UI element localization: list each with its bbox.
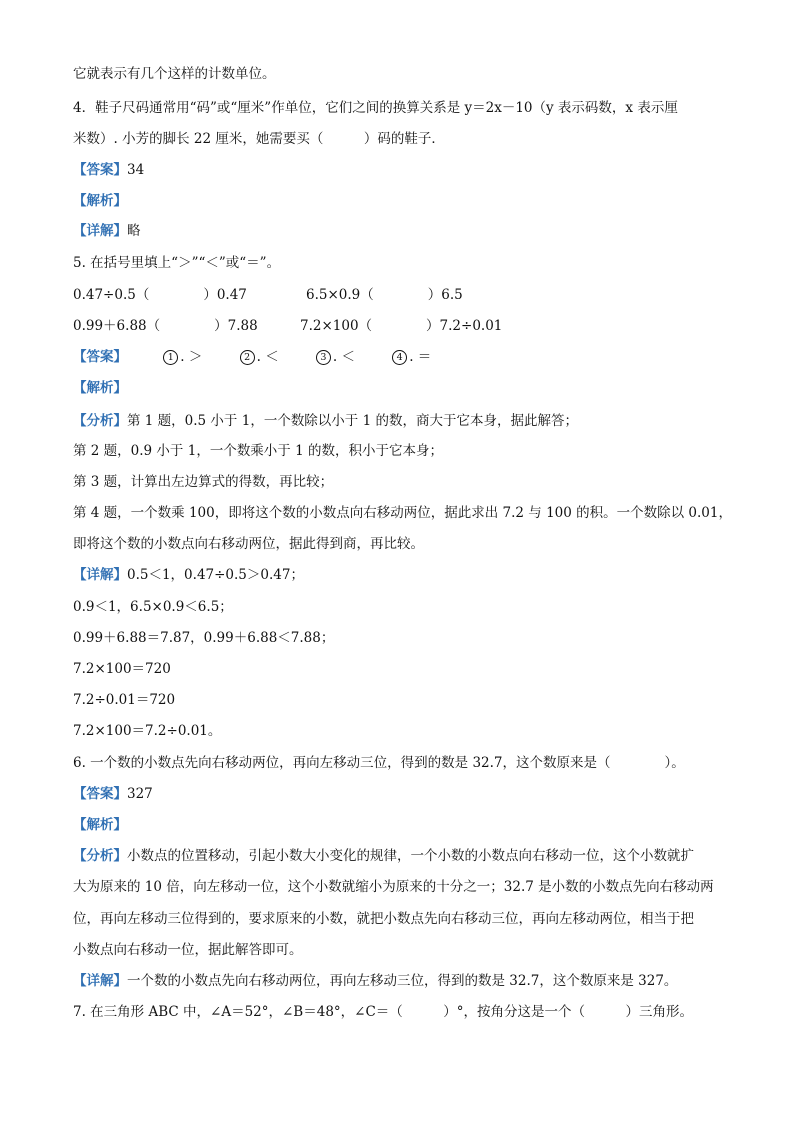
question-4-line-2: 米数）. 小芳的脚长 22 厘米，她需要买（ ）码的鞋子． [73,131,445,147]
answer-row [73,160,144,180]
answer-label: 【答案】 [73,786,127,802]
q5-expr-1: 0.47÷0.5（ ）0.47 [73,287,247,303]
q5-answer-2: 2 . ＜ [240,347,312,367]
question-7: 7. 在三角形 ABC 中，∠A＝52°，∠B＝48°，∠C＝（ ）°，按角分这是一个（ ）三角形。 [73,1004,694,1020]
detail-text: 略 [127,223,141,239]
q5-detail-4: 7.2×100＝720 [73,661,171,677]
detail-label: 【详解】 [73,567,127,583]
q6-detail: 【详解】一个数的小数点先向右移动两位，再向左移动三位，得到的数是 32.7，这个数原来是 327。 [73,973,678,989]
q5-analysis-4: 第 4 题，一个数乘 100，即将这个数的小数点向右移动两位，据此求出 7.2 与 100 的积。一个数除以 0.01， [73,505,732,521]
circled-number-3: 3 [316,350,331,365]
question-6: 6. 一个数的小数点先向右移动两位，再向左移动三位，得到的数是 32.7，这个数原来是（ ）。 [73,755,685,771]
q5-answer-row [73,347,464,367]
q5-row-1 [73,285,463,305]
q5-expr-3: 0.99＋6.88（ ）7.88 [73,318,258,334]
q5-analysis-5: 即将这个数的小数点向右移动两位，据此得到商，再比较。 [73,536,424,552]
q6-analysis-3: 位，再向左移动三位得到的，要求原来的小数，就把小数点先向右移动三位，再向左移动两位，相当于把 [73,911,694,927]
circled-number-1: 1 [163,350,178,365]
q6-analysis-1: 【分析】小数点的位置移动，引起小数大小变化的规律，一个小数的小数点向右移动一位，这个小数就扩 [73,848,694,864]
q5-expr-2: 6.5×0.9（ ）6.5 [306,287,463,303]
answer-label: 【答案】 [73,162,127,178]
question-4-line-1: 4．鞋子尺码通常用“码”或“厘米”作单位，它们之间的换算关系是 y＝2x－10（y 表示码数，x 表示厘 [73,100,678,116]
analysis-label: 【解析】 [73,817,127,833]
q5-detail-6: 7.2×100＝7.2÷0.01。 [73,723,222,739]
analysis-label: 【解析】 [73,380,127,396]
q6-analysis-2: 大为原来的 10 倍，向左移动一位，这个小数就缩小为原来的十分之一；32.7 是小数的小数点先向右移动两 [73,879,714,895]
q5-answer-1: 1 . ＞ [163,347,235,367]
q5-expr-4: 7.2×100（ ）7.2÷0.01 [300,318,503,334]
q5-detail-5: 7.2÷0.01＝720 [73,692,176,708]
q5-answer-4: 4 . ＝ [392,347,464,367]
detail-row [73,221,141,241]
answer-row [73,784,153,804]
q5-analysis-3: 第 3 题，计算出左边算式的得数，再比较； [73,474,334,490]
fenxi-label: 【分析】 [73,413,127,429]
q5-detail-1: 【详解】0.5＜1，0.47÷0.5＞0.47； [73,567,304,583]
q6-analysis-4: 小数点向右移动一位，据此解答即可。 [73,942,303,958]
detail-label: 【详解】 [73,223,127,239]
q5-detail-3: 0.99＋6.88＝7.87，0.99＋6.88＜7.88； [73,630,335,646]
circled-number-4: 4 [392,350,407,365]
text-line: 它就表示有几个这样的计数单位。 [73,66,276,82]
answer-value: 34 [127,162,145,178]
q5-answer-3: 3 . ＜ [316,347,388,367]
q5-analysis-1: 【分析】第 1 题，0.5 小于 1，一个数除以小于 1 的数，商大于它本身，据此解答； [73,413,578,429]
analysis-label: 【解析】 [73,193,127,209]
answer-label: 【答案】 [73,349,127,365]
detail-label: 【详解】 [73,973,127,989]
answer-value: 327 [127,786,153,802]
q5-row-2 [73,316,502,336]
q5-analysis-2: 第 2 题，0.9 小于 1，一个数乘小于 1 的数，积小于它本身； [73,443,443,459]
q5-detail-2: 0.9＜1，6.5×0.9＜6.5； [73,599,233,615]
fenxi-label: 【分析】 [73,848,127,864]
circled-number-2: 2 [240,350,255,365]
question-5: 5. 在括号里填上“＞”“＜”或“＝”。 [73,255,281,271]
